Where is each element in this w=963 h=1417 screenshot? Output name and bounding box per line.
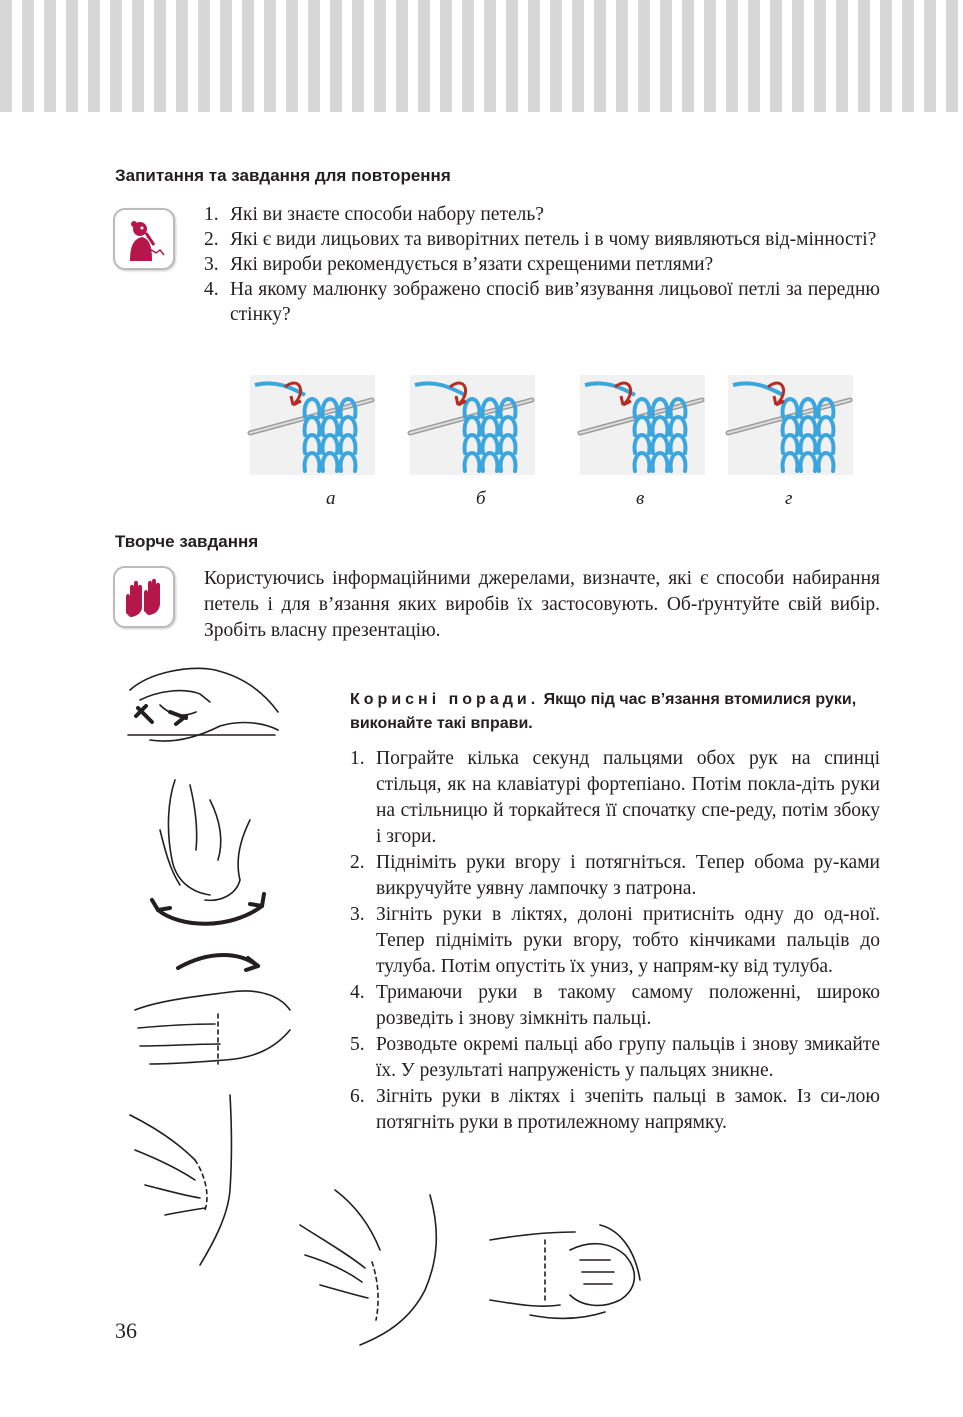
exercise-text: Зігніть руки в ліктях і зчепіть пальці в замок. Із си-лою потягніть руки в протилежному напрямку.	[376, 1086, 880, 1133]
exercise-item	[350, 902, 880, 980]
question-text: Які є види лицьових та виворітних петель і в чому виявляються від-мінності?	[230, 229, 877, 250]
question-item	[204, 252, 880, 277]
question-number: 4.	[204, 279, 219, 300]
hand-flat-illustration	[135, 955, 290, 1064]
exercise-number: 3.	[350, 904, 365, 925]
question-text: Які вироби рекомендується в’язати схрещеними петлями?	[230, 254, 714, 275]
review-questions-heading: Запитання та завдання для повторення	[115, 166, 451, 185]
creative-task-heading: Творче завдання	[115, 532, 259, 551]
thinking-girl-icon	[113, 208, 175, 270]
useful-tips-title	[350, 688, 880, 736]
exercise-item	[350, 850, 880, 902]
hand-tapping-illustration	[128, 668, 278, 741]
exercise-item	[350, 980, 880, 1032]
useful-tips-label: Корисні поради.	[350, 691, 540, 708]
exercise-text: Підніміть руки вгору і потягніться. Тепер обома ру-ками викручуйте уявну лампочку з патрона.	[376, 852, 880, 899]
review-questions-list	[204, 202, 880, 327]
question-text: На якому малюнку зображено спосіб вив’язування лицьової петлі за передню стінку?	[230, 279, 880, 325]
header-stripes	[0, 0, 963, 112]
figure-label-b: б	[476, 488, 486, 509]
hand-rotating-illustration	[152, 780, 264, 924]
exercise-text: Тримаючи руки в такому самому положенні, широко розведіть і знову зімкніть пальці.	[376, 982, 880, 1029]
page-number: 36	[115, 1318, 137, 1343]
question-item	[204, 277, 880, 327]
knitting-figure-b	[410, 375, 535, 475]
figure-label-v: в	[636, 488, 645, 509]
question-number: 1.	[204, 204, 219, 225]
exercise-item	[350, 746, 880, 850]
exercise-text: Зігніть руки в ліктях, долоні притисніть одну до од-ної. Тепер підніміть руки вгору, тобто кінчиками пальців до тулуба. Потім опустіть їх униз, у напрям-ку від тулуба.	[376, 904, 880, 977]
hand-spread-illustration	[130, 1095, 232, 1265]
question-item	[204, 227, 880, 252]
question-item	[204, 202, 880, 227]
exercise-number: 2.	[350, 852, 365, 873]
question-number: 3.	[204, 254, 219, 275]
knitting-figure-v	[580, 375, 705, 475]
hand-spread-lower-illustration	[300, 1190, 436, 1345]
creative-task-text: Користуючись інформаційними джерелами, визначте, які є способи набирання петель і для в’язання яких виробів їх застосовують. Об-ґрунтуйте свій вибір. Зробіть власну презентацію.	[204, 568, 880, 641]
exercise-text: Пограйте кілька секунд пальцями обох рук на спинці стільця, як на клавіатурі фортепіано. Потім покла-діть руки на стільницю й торкайтеся її спочатку спе-реду, потім збоку і згори.	[376, 748, 880, 847]
exercise-text: Розводьте окремі пальці або групу пальців і знову змикайте їх. У результаті напруженість у пальцях зникне.	[376, 1034, 880, 1081]
knitting-stitch-figures	[0, 365, 963, 485]
question-text: Які ви знаєте способи набору петель?	[230, 204, 544, 225]
exercise-number: 4.	[350, 982, 365, 1003]
exercise-item	[350, 1032, 880, 1084]
useful-tips-intro: Якщо під час в’язання втомилися руки, виконайте такі вправи.	[350, 691, 857, 732]
knitting-figure-a	[250, 375, 375, 475]
figure-label-a: а	[326, 488, 336, 509]
exercise-item	[350, 1084, 880, 1136]
question-number: 2.	[204, 229, 219, 250]
hands-interlocked-illustration	[490, 1225, 640, 1318]
exercise-number: 6.	[350, 1086, 365, 1107]
exercise-list	[350, 746, 880, 1136]
hands-icon	[113, 566, 175, 628]
knitting-figure-g	[728, 375, 853, 475]
exercise-number: 1.	[350, 748, 365, 769]
figure-label-g: г	[785, 488, 793, 509]
exercise-number: 5.	[350, 1034, 365, 1055]
